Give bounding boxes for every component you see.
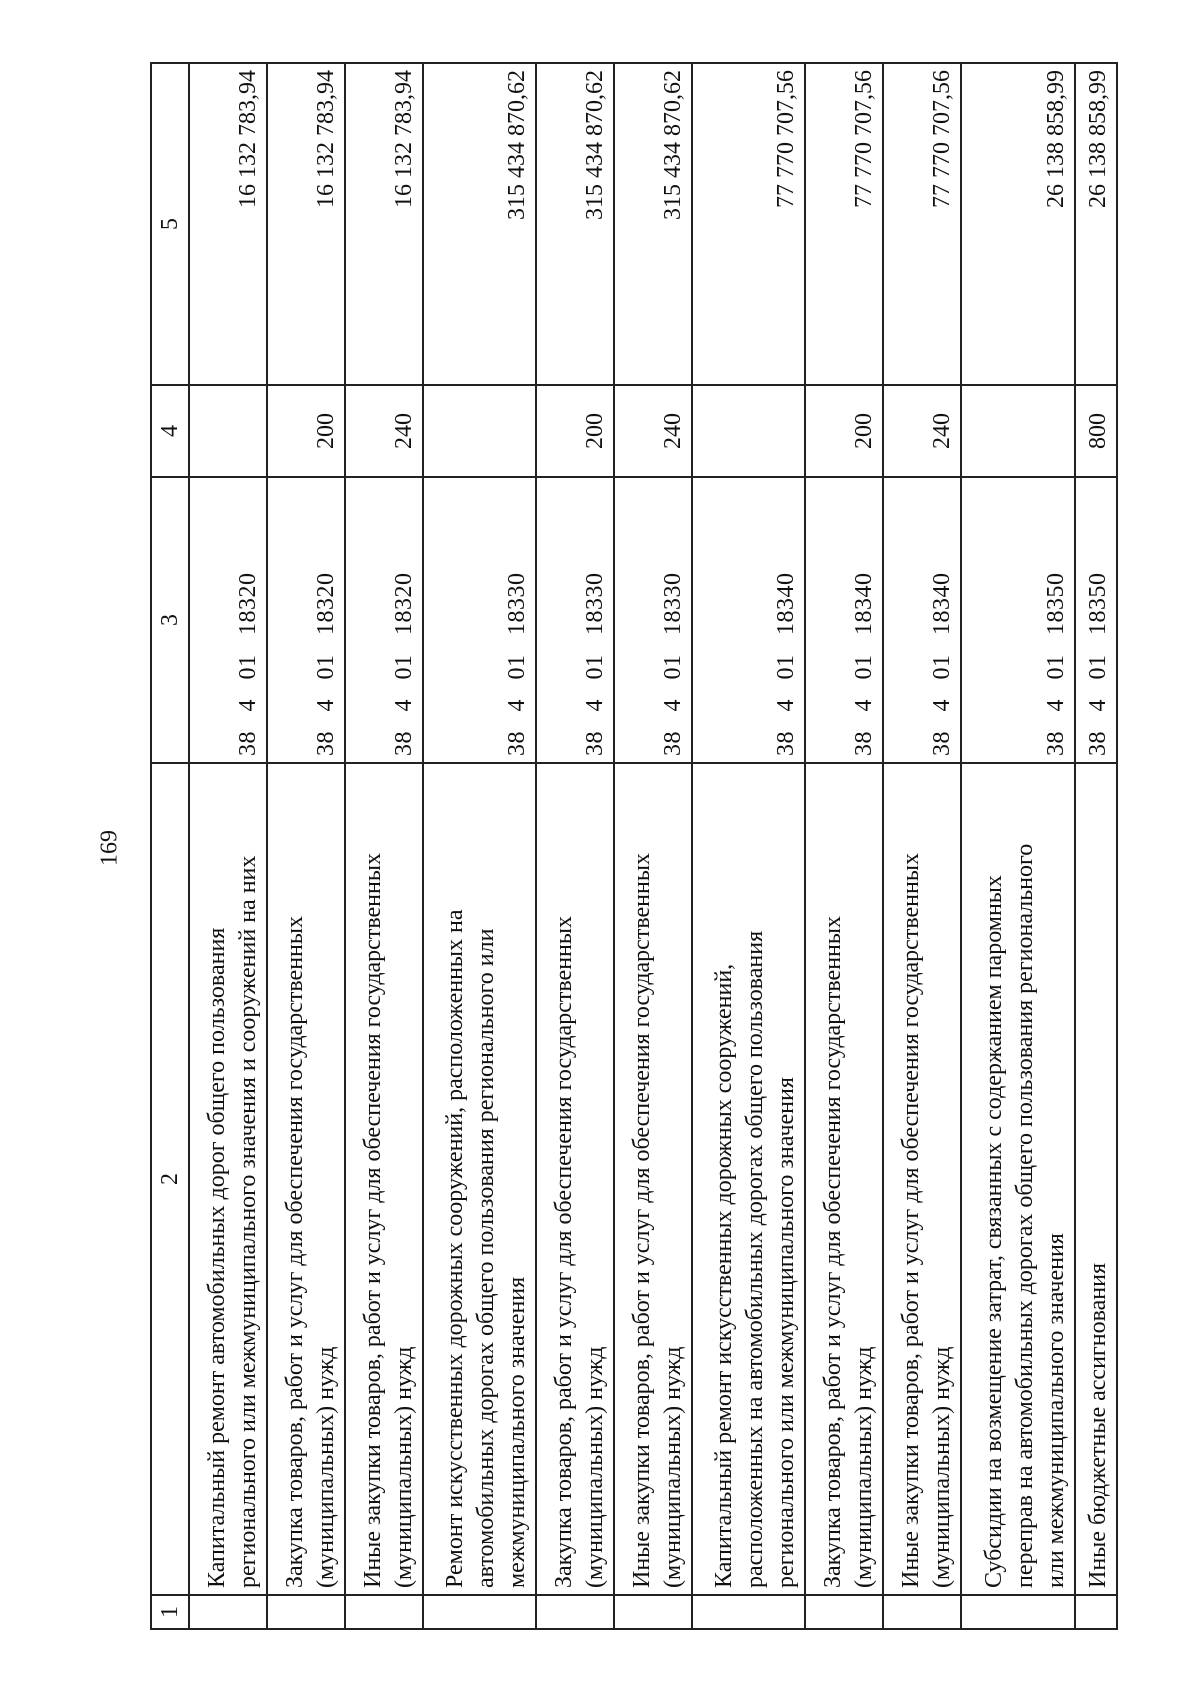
expense-type-code: 800 [1075, 385, 1118, 477]
column-header: 2 [151, 763, 189, 1595]
expense-name-cell [1075, 763, 1118, 1595]
expense-type-code: 240 [614, 385, 692, 477]
expense-type-code: 200 [536, 385, 614, 477]
rotated-page-content [150, 64, 1118, 1630]
amount-cell: 16 132 783,94 [345, 63, 423, 385]
table-row [189, 63, 267, 1629]
expense-name-line: Иные закупки товаров, работ и услуг для обеспечения государственных [898, 853, 925, 1588]
table-row [961, 63, 1074, 1629]
expense-type-code: 200 [805, 385, 883, 477]
expense-name-line: (муниципальных) нужд [390, 1346, 417, 1588]
expense-type-code: 240 [345, 385, 423, 477]
target-article-code: 38 4 01 18350 [1075, 477, 1118, 763]
expense-name-line: Закупка товаров, работ и услуг для обеспечения государственных [550, 915, 577, 1588]
amount-cell: 26 138 858,99 [961, 63, 1074, 385]
column-header: 4 [151, 385, 189, 477]
row-number-cell [423, 1595, 536, 1629]
expense-name-line: или межмуниципального значения [1042, 1233, 1069, 1588]
table-row [423, 63, 536, 1629]
expense-name-line: Иные закупки товаров, работ и услуг для обеспечения государственных [359, 853, 386, 1588]
amount-cell: 16 132 783,94 [189, 63, 267, 385]
column-header: 5 [151, 63, 189, 385]
target-article-code: 38 4 01 18320 [189, 477, 267, 763]
expense-name-line: регионального или межмуниципального значения [773, 1077, 800, 1588]
row-number-cell [692, 1595, 805, 1629]
header-row [151, 63, 189, 1629]
expense-name-line: автомобильных дорогах общего пользования регионального или [473, 928, 500, 1588]
expense-name-line: межмуниципального значения [504, 1276, 531, 1588]
target-article-code: 38 4 01 18320 [267, 477, 345, 763]
row-number-cell [267, 1595, 345, 1629]
expense-name-cell [267, 763, 345, 1595]
expense-type-code [189, 385, 267, 477]
expense-name-line: Ремонт искусственных дорожных сооружений, расположенных на [442, 909, 469, 1588]
expense-type-code [692, 385, 805, 477]
table-row [1075, 63, 1118, 1629]
page-number: 169 [96, 830, 123, 866]
expense-type-code: 240 [883, 385, 961, 477]
table-row [883, 63, 961, 1629]
expense-name-cell [345, 763, 423, 1595]
expense-name-line: регионального или межмуниципального значения и сооружений на них [234, 855, 261, 1588]
expense-name-line: Капитальный ремонт искусственных дорожных сооружений, [711, 963, 738, 1588]
table-body [189, 63, 1117, 1629]
expense-name-line: (муниципальных) нужд [312, 1346, 339, 1588]
expense-type-code [423, 385, 536, 477]
row-number-cell [189, 1595, 267, 1629]
expense-type-code: 200 [267, 385, 345, 477]
expense-name-cell [805, 763, 883, 1595]
expense-name-cell [883, 763, 961, 1595]
amount-cell: 77 770 707,56 [883, 63, 961, 385]
column-header: 1 [151, 1595, 189, 1629]
amount-cell: 16 132 783,94 [267, 63, 345, 385]
expense-name-line: расположенных на автомобильных дорогах общего пользования [742, 930, 769, 1588]
table-rotator [150, 64, 1118, 1630]
amount-cell: 77 770 707,56 [692, 63, 805, 385]
expense-name-cell [536, 763, 614, 1595]
table-row [267, 63, 345, 1629]
target-article-code: 38 4 01 18350 [961, 477, 1074, 763]
expense-name-line: (муниципальных) нужд [929, 1346, 956, 1588]
expense-name-line: (муниципальных) нужд [581, 1346, 608, 1588]
expense-type-code [961, 385, 1074, 477]
target-article-code: 38 4 01 18330 [614, 477, 692, 763]
expense-name-line: Закупка товаров, работ и услуг для обеспечения государственных [281, 915, 308, 1588]
amount-cell: 315 434 870,62 [536, 63, 614, 385]
expense-name-line: (муниципальных) нужд [659, 1346, 686, 1588]
target-article-code: 38 4 01 18340 [692, 477, 805, 763]
expense-name-cell [423, 763, 536, 1595]
amount-cell: 315 434 870,62 [614, 63, 692, 385]
target-article-code: 38 4 01 18330 [423, 477, 536, 763]
budget-table [150, 62, 1118, 1630]
row-number-cell [805, 1595, 883, 1629]
expense-name-line: Капитальный ремонт автомобильных дорог общего пользования [203, 927, 230, 1588]
target-article-code: 38 4 01 18330 [536, 477, 614, 763]
expense-name-line: Субсидии на возмещение затрат, связанных с содержанием паромных [980, 875, 1007, 1588]
row-number-cell [536, 1595, 614, 1629]
table-row [692, 63, 805, 1629]
column-header: 3 [151, 477, 189, 763]
row-number-cell [961, 1595, 1074, 1629]
expense-name-cell [189, 763, 267, 1595]
expense-name-cell [961, 763, 1074, 1595]
amount-cell: 77 770 707,56 [805, 63, 883, 385]
amount-cell: 315 434 870,62 [423, 63, 536, 385]
expense-name-line: переправ на автомобильных дорогах общего пользования регионального [1011, 843, 1038, 1588]
table-row [805, 63, 883, 1629]
target-article-code: 38 4 01 18340 [805, 477, 883, 763]
table-row [614, 63, 692, 1629]
expense-name-line: Закупка товаров, работ и услуг для обеспечения государственных [820, 915, 847, 1588]
row-number-cell [883, 1595, 961, 1629]
row-number-cell [345, 1595, 423, 1629]
expense-name-line: Иные закупки товаров, работ и услуг для обеспечения государственных [628, 853, 655, 1588]
expense-name-line: (муниципальных) нужд [851, 1346, 878, 1588]
row-number-cell [1075, 1595, 1118, 1629]
expense-name-line: Иные бюджетные ассигнования [1085, 1263, 1111, 1588]
target-article-code: 38 4 01 18340 [883, 477, 961, 763]
table-row [536, 63, 614, 1629]
amount-cell: 26 138 858,99 [1075, 63, 1118, 385]
expense-name-cell [692, 763, 805, 1595]
row-number-cell [614, 1595, 692, 1629]
target-article-code: 38 4 01 18320 [345, 477, 423, 763]
table-row [345, 63, 423, 1629]
expense-name-cell [614, 763, 692, 1595]
